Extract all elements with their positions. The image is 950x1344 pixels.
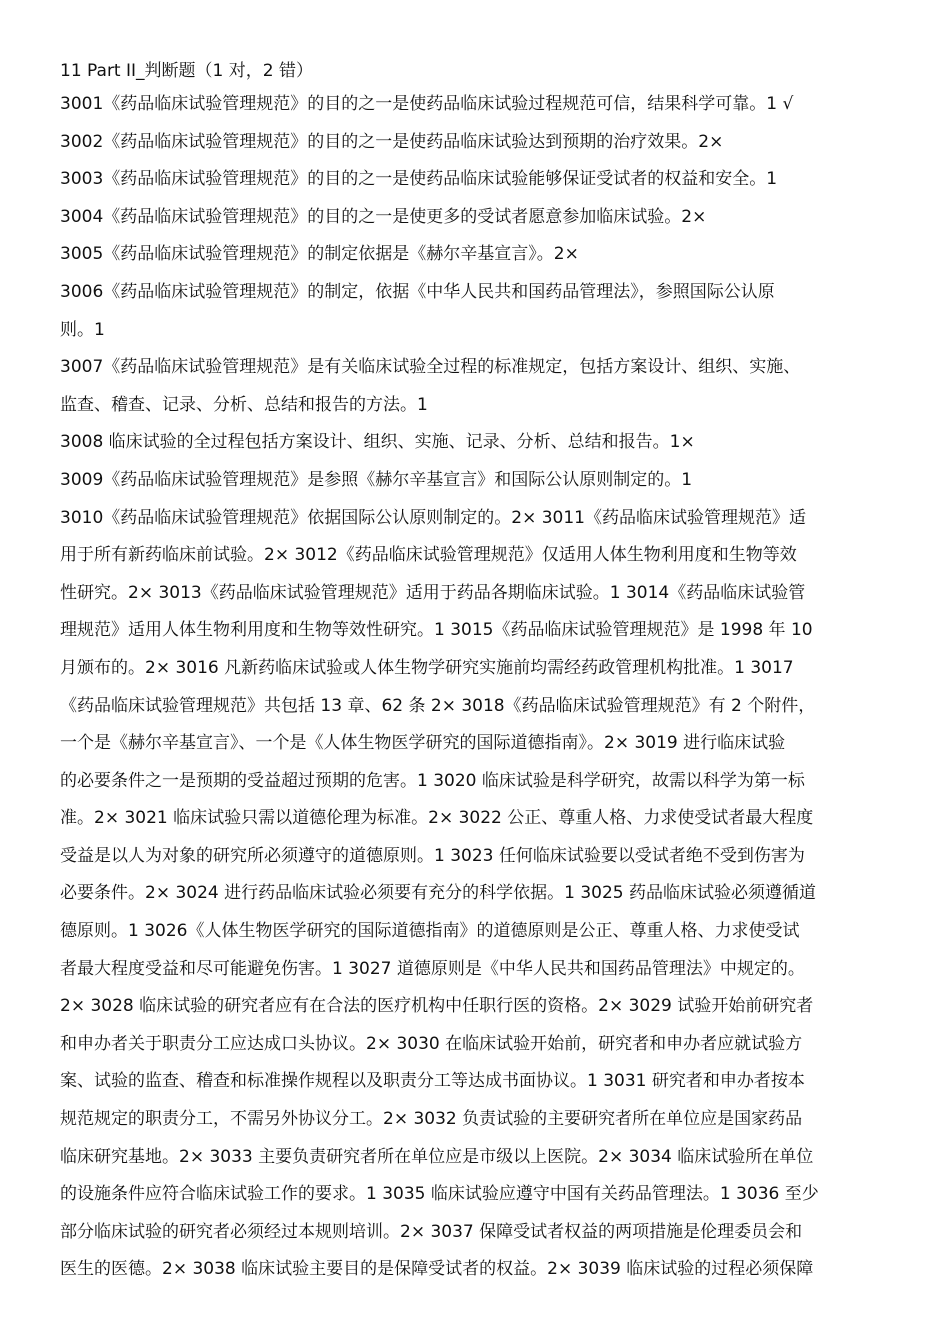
text-line: 和申办者关于职责分工应达成口头协议。2× 3030 在临床试验开始前，研究者和申办者应就试验方 (60, 1033, 803, 1054)
text-line: 受益是以人为对象的研究所必须遵守的道德原则。1 3023 任何临床试验要以受试者绝不受到伤害为 (60, 845, 805, 866)
text-line: 月颁布的。2× 3016 凡新药临床试验或人体生物学研究实施前均需经药政管理机构批准。1 3017 (60, 657, 794, 678)
text-line: 《药品临床试验管理规范》共包括 13 章、62 条 2× 3018《药品临床试验管理规范》有 2 个附件， (60, 695, 816, 716)
text-line: 3009《药品临床试验管理规范》是参照《赫尔辛基宣言》和国际公认原则制定的。1 (60, 469, 693, 490)
text-line: 3008 临床试验的全过程包括方案设计、组织、实施、记录、分析、总结和报告。1× (60, 432, 695, 453)
question-list (60, 86, 890, 1289)
text-line: 者最大程度受益和尽可能避免伤害。1 3027 道德原则是《中华人民共和国药品管理法》中规定的。 (60, 958, 805, 979)
text-line: 必要条件。2× 3024 进行药品临床试验必须要有充分的科学依据。1 3025 药品临床试验必须遵循道 (60, 883, 817, 904)
text-line: 3001《药品临床试验管理规范》的目的之一是使药品临床试验过程规范可信，结果科学可靠。1 √ (60, 94, 794, 114)
text-line: 案、试验的监查、稽查和标准操作规程以及职责分工等达成书面协议。1 3031 研究者和申办者按本 (60, 1071, 805, 1092)
text-line: 3005《药品临床试验管理规范》的制定依据是《赫尔辛基宣言》。2× (60, 244, 579, 265)
text-line: 3006《药品临床试验管理规范》的制定，依据《中华人民共和国药品管理法》，参照国际公认原 (60, 281, 775, 302)
text-line: 监查、稽查、记录、分析、总结和报告的方法。1 (60, 394, 428, 415)
text-line: 部分临床试验的研究者必须经过本规则培训。2× 3037 保障受试者权益的两项措施是伦理委员会和 (60, 1221, 803, 1242)
text-line: 则。1 (60, 319, 105, 340)
text-line: 3007《药品临床试验管理规范》是有关临床试验全过程的标准规定，包括方案设计、组织、实施、 (60, 357, 801, 378)
section-heading: 11 Part II_判断题（1 对，2 错） (60, 61, 313, 81)
text-line: 临床研究基地。2× 3033 主要负责研究者所在单位应是市级以上医院。2× 3034 临床试验所在单位 (60, 1146, 814, 1167)
text-line: 的设施条件应符合临床试验工作的要求。1 3035 临床试验应遵守中国有关药品管理法。1 3036 至少 (60, 1184, 819, 1205)
text-line: 性研究。2× 3013《药品临床试验管理规范》适用于药品各期临床试验。1 3014《药品临床试验管 (60, 582, 806, 603)
text-line: 2× 3028 临床试验的研究者应有在合法的医疗机构中任职行医的资格。2× 3029 试验开始前研究者 (60, 996, 814, 1017)
text-line: 一个是《赫尔辛基宣言》、一个是《人体生物医学研究的国际道德指南》。2× 3019 进行临床试验 (60, 733, 786, 754)
text-line: 的必要条件之一是预期的受益超过预期的危害。1 3020 临床试验是科学研究，故需以科学为第一标 (60, 770, 805, 791)
text-line: 3004《药品临床试验管理规范》的目的之一是使更多的受试者愿意参加临床试验。2× (60, 206, 707, 227)
text-line: 用于所有新药临床前试验。2× 3012《药品临床试验管理规范》仅适用人体生物利用度和生物等效 (60, 545, 797, 566)
text-line: 理规范》适用人体生物利用度和生物等效性研究。1 3015《药品临床试验管理规范》是 1998 年 10 (60, 620, 813, 641)
text-line: 规范规定的职责分工，不需另外协议分工。2× 3032 负责试验的主要研究者所在单位应是国家药品 (60, 1109, 803, 1130)
text-line: 准。2× 3021 临床试验只需以道德伦理为标准。2× 3022 公正、尊重人格、力求使受试者最大程度 (60, 808, 814, 829)
text-line: 医生的医德。2× 3038 临床试验主要目的是保障受试者的权益。2× 3039 临床试验的过程必须保障 (60, 1259, 814, 1280)
text-line: 3003《药品临床试验管理规范》的目的之一是使药品临床试验能够保证受试者的权益和安全。1 (60, 169, 778, 190)
text-line: 3010《药品临床试验管理规范》依据国际公认原则制定的。2× 3011《药品临床试验管理规范》适 (60, 507, 806, 528)
text-line: 德原则。1 3026《人体生物医学研究的国际道德指南》的道德原则是公正、尊重人格、力求使受试 (60, 921, 800, 942)
text-line: 3002《药品临床试验管理规范》的目的之一是使药品临床试验达到预期的治疗效果。2× (60, 131, 724, 152)
